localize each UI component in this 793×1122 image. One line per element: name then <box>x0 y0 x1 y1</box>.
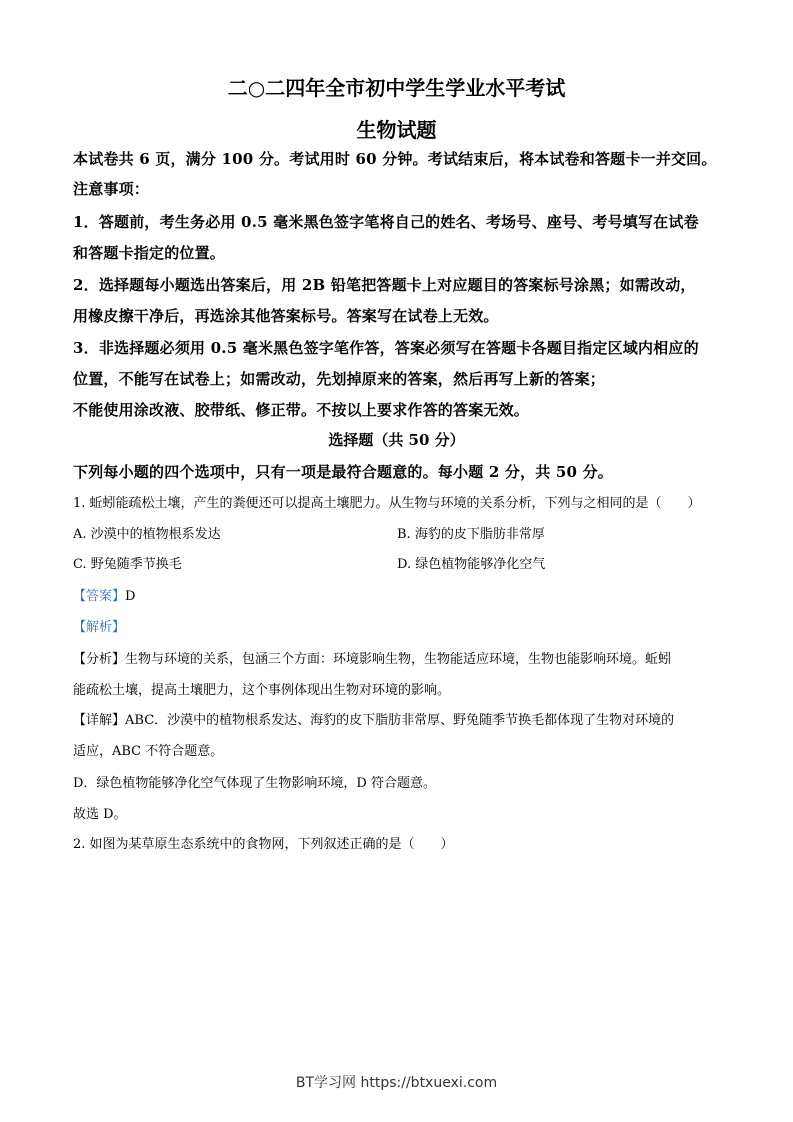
question-1-option-d: D. 绿色植物能够净化空气 <box>397 557 546 572</box>
fenxi-text-1: 生物与环境的关系，包涵三个方面：环境影响生物，生物能适应环境，生物也能影响环境。蚯蚓 <box>125 652 672 667</box>
analysis-tag: 【解析】 <box>73 620 126 635</box>
notice-item-1-line-1: 1．答题前，考生务必用 0.5 毫米黑色签字笔将自己的姓名、考场号、座号、考号填写在试卷 <box>73 213 699 231</box>
xiangjie-line-1 <box>73 714 674 727</box>
footer-watermark: BT学习网 https://btxuexi.com <box>295 1075 498 1091</box>
question-1-stem: 1. 蚯蚓能疏松土壤，产生的粪便还可以提高土壤肥力。从生物与环境的关系分析，下列与之相同的是（ ） <box>73 496 701 511</box>
conclusion-line: 故选 D。 <box>73 807 127 822</box>
notice-item-3-line-2: 位置，不能写在试卷上；如需改动，先划掉原来的答案，然后再写上新的答案； <box>73 370 606 388</box>
question-1-option-c: C. 野兔随季节换毛 <box>73 557 182 572</box>
xiangjie-text-1: ABC．沙漠中的植物根系发达、海豹的皮下脂肪非常厚、野兔随季节换毛都体现了生物对环境的 <box>125 713 675 728</box>
exam-title: 二○二四年全市初中学生学业水平考试 <box>227 76 566 100</box>
fenxi-tag: 【分析】 <box>73 652 126 667</box>
fenxi-line-2: 能疏松土壤，提高土壤肥力，这个事例体现出生物对环境的影响。 <box>73 683 451 698</box>
notice-item-1-line-2: 和答题卡指定的位置。 <box>73 244 226 262</box>
answer-line <box>73 590 135 603</box>
answer-value: D <box>125 589 136 604</box>
question-2-stem: 2. 如图为某草原生态系统中的食物网，下列叙述正确的是（ ） <box>73 837 454 852</box>
d-explanation-line: D．绿色植物能够净化空气体现了生物影响环境，D 符合题意。 <box>73 776 436 791</box>
xiangjie-tag: 【详解】 <box>73 713 126 728</box>
notice-item-2-line-2: 用橡皮擦干净后，再选涂其他答案标号。答案写在试卷上无效。 <box>73 307 499 325</box>
fenxi-line-1 <box>73 653 671 666</box>
notice-item-2-line-1: 2．选择题每小题选出答案后，用 2B 铅笔把答题卡上对应题目的答案标号涂黑；如需改动， <box>73 276 696 294</box>
notice-heading: 注意事项： <box>73 180 150 198</box>
subject-title: 生物试题 <box>356 118 437 142</box>
notice-item-3-line-3: 不能使用涂改液、胶带纸、修正带。不按以上要求作答的答案无效。 <box>73 401 530 419</box>
answer-tag: 【答案】 <box>73 589 126 604</box>
question-1-option-a: A. 沙漠中的植物根系发达 <box>73 527 221 542</box>
xiangjie-line-2: 适应，ABC 不符合题意。 <box>73 744 224 759</box>
intro-text: 本试卷共 6 页，满分 100 分。考试用时 60 分钟。考试结束后，将本试卷和答题卡一并交回。 <box>73 150 717 168</box>
section-heading: 选择题（共 50 分） <box>328 431 465 449</box>
question-1-option-b: B. 海豹的皮下脂肪非常厚 <box>397 527 545 542</box>
section-description: 下列每小题的四个选项中，只有一项是最符合题意的。每小题 2 分，共 50 分。 <box>73 463 614 481</box>
notice-item-3-line-1: 3．非选择题必须用 0.5 毫米黑色签字笔作答，答案必须写在答题卡各题目指定区域内相应的 <box>73 339 699 357</box>
